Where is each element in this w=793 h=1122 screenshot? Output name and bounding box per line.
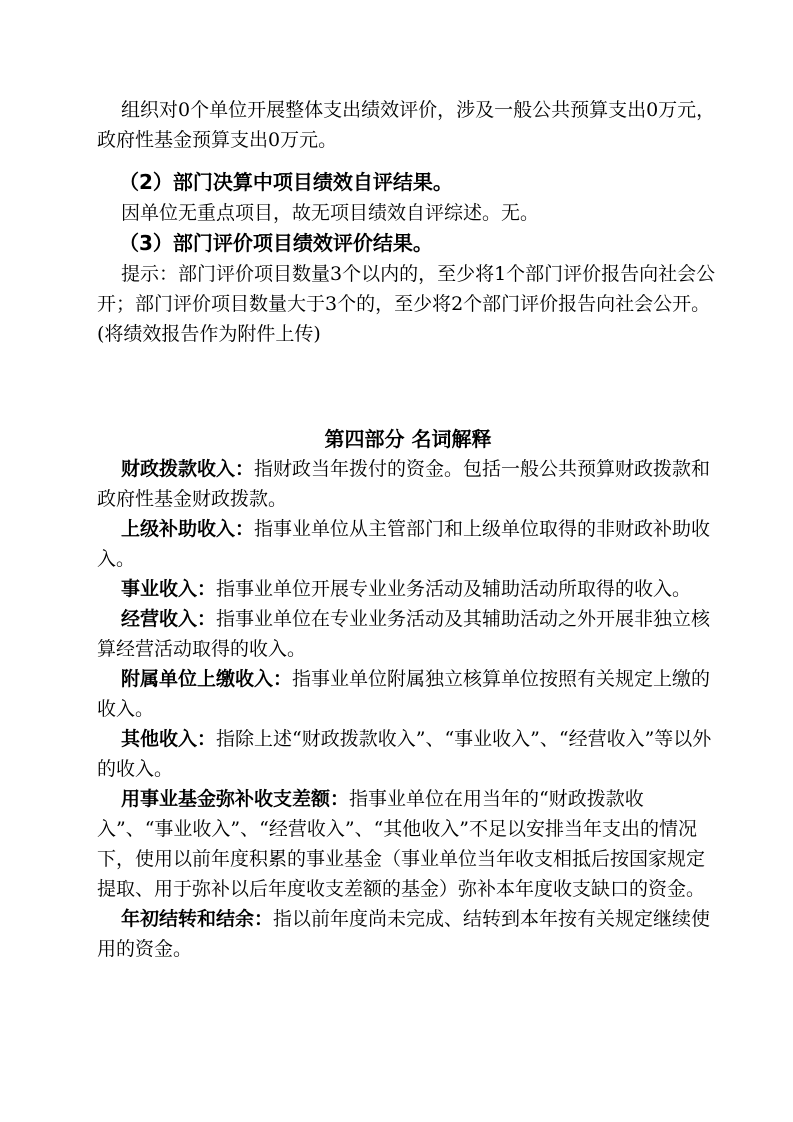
intro-paragraph: 组织对0个单位开展整体支出绩效评价，涉及一般公共预算支出0万元，政府性基金预算支出0万元。 xyxy=(97,99,716,151)
term-definition: 指财政当年拨付的资金。包括一般公共预算财政拨款和政府性基金财政拨款。 xyxy=(97,458,711,510)
spacer xyxy=(97,155,719,167)
section2-text: 因单位无重点项目，故无项目绩效自评综述。无。 xyxy=(121,202,540,224)
term-definition: 指事业单位在专业业务活动及其辅助活动之外开展非独立核算经营活动取得的收入。 xyxy=(97,608,711,660)
term-label: 用事业基金弥补收支差额： xyxy=(121,788,350,810)
term-entry xyxy=(97,574,719,604)
term-label: 事业收入： xyxy=(121,578,217,600)
term-label: 其他收入： xyxy=(121,728,217,750)
term-entry xyxy=(97,784,719,904)
term-entry xyxy=(97,514,719,574)
term-definition: 指事业单位开展专业业务活动及辅助活动所取得的收入。 xyxy=(216,578,692,600)
term-label: 附属单位上缴收入： xyxy=(121,668,293,690)
term-entry xyxy=(97,904,719,964)
term-label: 上级补助收入： xyxy=(121,518,255,540)
term-entry xyxy=(97,604,719,664)
section3-heading: （3）部门评价项目绩效评价结果。 xyxy=(119,231,433,255)
section2-heading: （2）部门决算中项目绩效自评结果。 xyxy=(119,170,453,194)
term-definition: 指以前年度尚未完成、结转到本年按有关规定继续使用的资金。 xyxy=(97,908,711,960)
document-page xyxy=(97,95,719,964)
term-definition: 指事业单位从主管部门和上级单位取得的非财政补助收入。 xyxy=(97,518,711,570)
term-label: 财政拨款收入： xyxy=(121,458,255,480)
term-label: 年初结转和结余： xyxy=(121,908,274,930)
term-definition: 指除上述“财政拨款收入”、“事业收入”、“经营收入”等以外的收入。 xyxy=(97,728,712,780)
spacer xyxy=(97,349,719,424)
term-definition: 指事业单位附属独立核算单位按照有关规定上缴的收入。 xyxy=(97,668,711,720)
term-definition: 指事业单位在用当年的“财政拨款收入”、“事业收入”、“经营收入”、“其他收入”不足以安排当年支出的情况下，使用以前年度积累的事业基金（事业单位当年收支相抵后按国家规定提取、用于弥补以后年度收支差额的基金）弥补本年度收支缺口的资金。 xyxy=(97,788,706,900)
term-entry xyxy=(97,724,719,784)
section3-text: 提示：部门评价项目数量3个以内的，至少将1个部门评价报告向社会公开；部门评价项目数量大于3个的，至少将2个部门评价报告向社会公开。(将绩效报告作为附件上传) xyxy=(97,263,716,345)
part4-title: 第四部分 名词解释 xyxy=(324,427,492,451)
term-entry xyxy=(97,454,719,514)
term-label: 经营收入： xyxy=(121,608,217,630)
term-entry xyxy=(97,664,719,724)
